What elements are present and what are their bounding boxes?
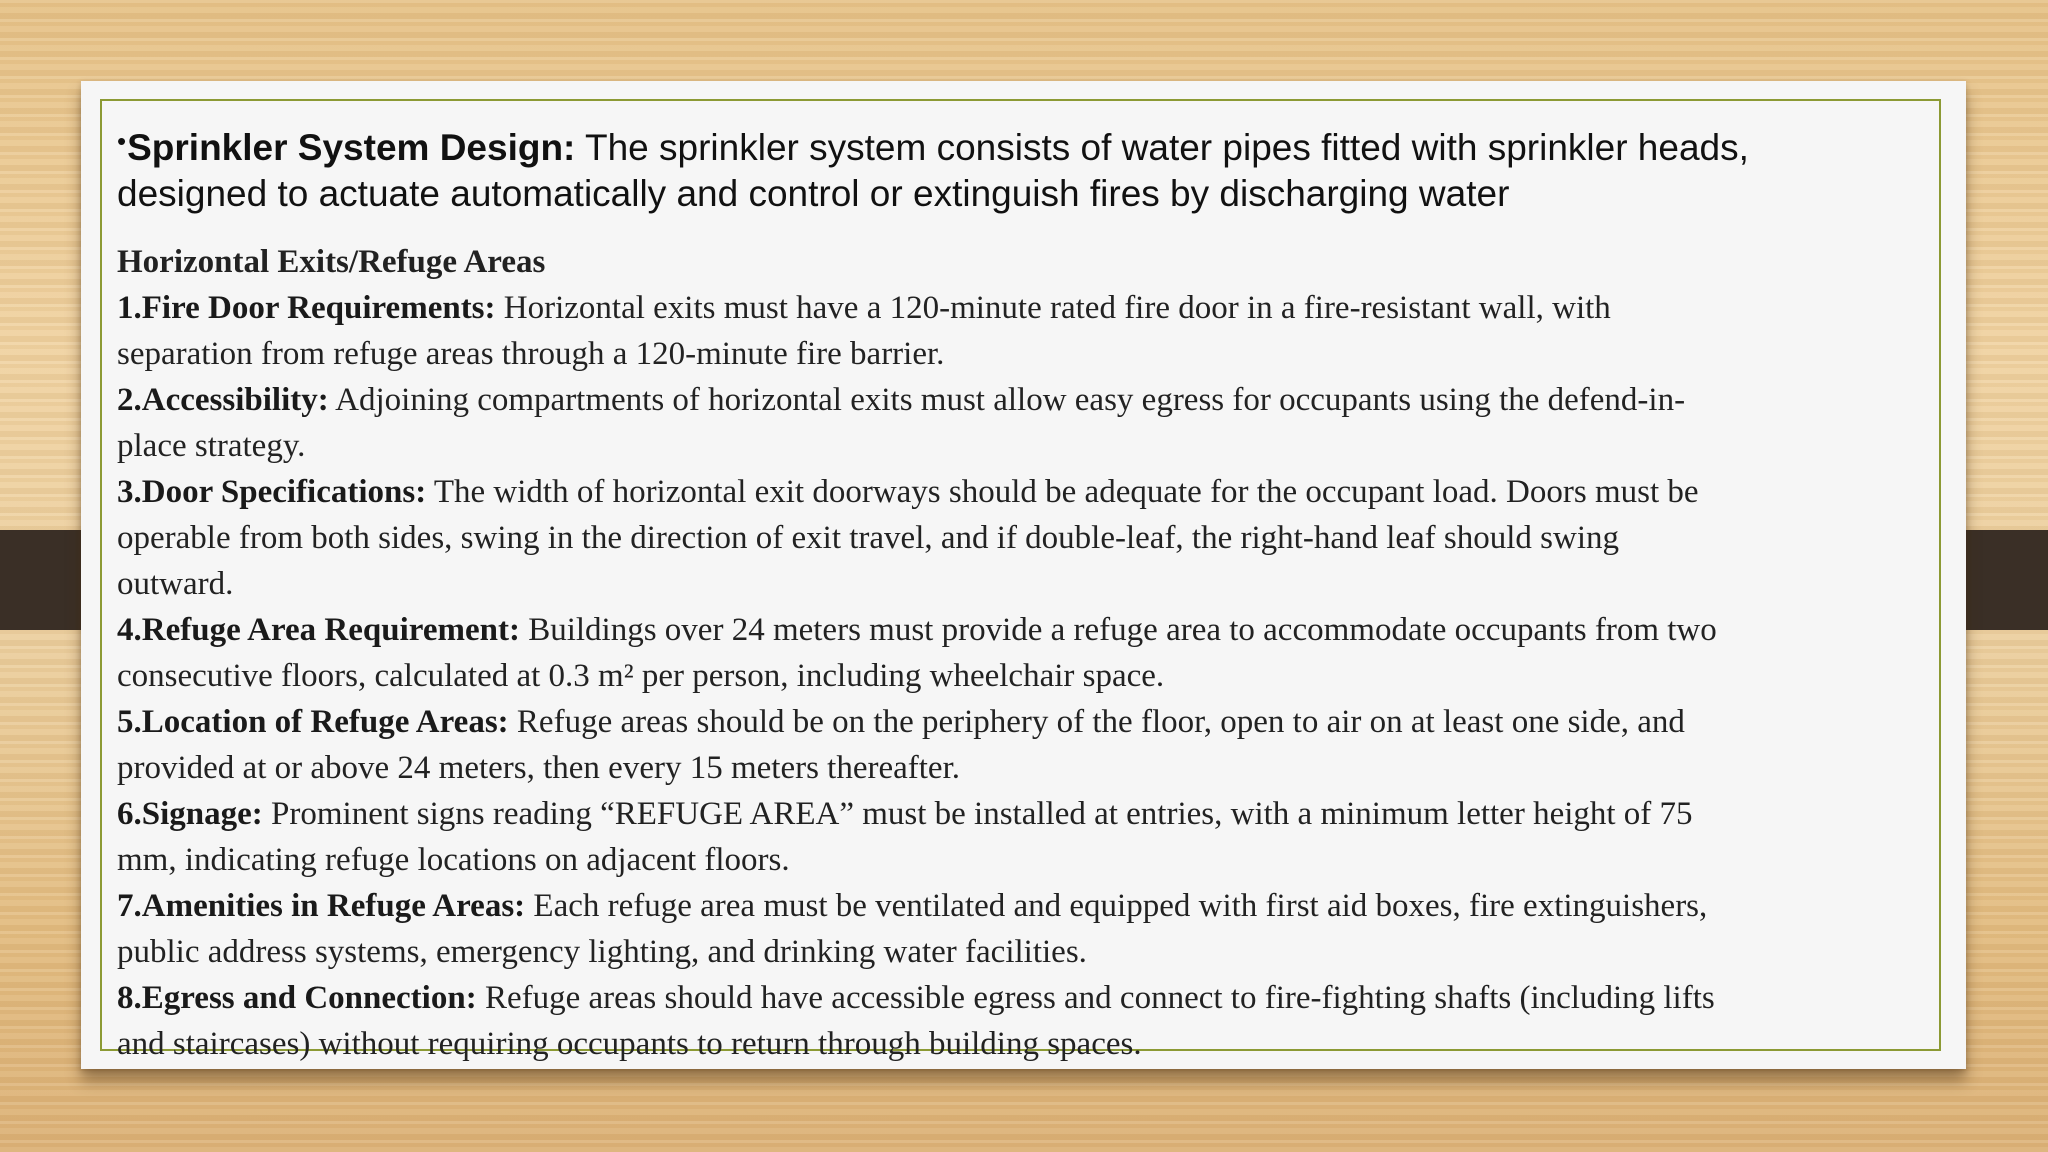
item-text: separation from refuge areas through a 120-minute fire barrier. (117, 336, 945, 372)
list-item (117, 791, 1932, 883)
item-text: Refuge areas should be on the periphery of the floor, open to air on at least one side, and (508, 704, 1685, 740)
item-text: public address systems, emergency lighting, and drinking water facilities. (117, 934, 1087, 970)
horizontal-exits-section (117, 239, 1932, 1067)
item-text: outward. (117, 566, 234, 602)
list-item (117, 699, 1932, 791)
item-title: 1.Fire Door Requirements: (117, 290, 496, 326)
item-title: 2.Accessibility: (117, 382, 329, 418)
list-item (117, 975, 1932, 1067)
list-item (117, 377, 1932, 469)
item-text: and staircases) without requiring occupants to return through building spaces. (117, 1026, 1142, 1062)
item-title: 3.Door Specifications: (117, 474, 427, 510)
intro-line1-text: The sprinkler system consists of water pipes fitted with sprinkler heads, (575, 127, 1749, 168)
item-text: Buildings over 24 meters must provide a refuge area to accommodate occupants from two (519, 612, 1717, 648)
list-item (117, 469, 1932, 607)
item-title: 8.Egress and Connection: (117, 980, 477, 1016)
intro-line-2: designed to actuate automatically and control or extinguish fires by discharging water (117, 173, 1510, 214)
intro-title: Sprinkler System Design: (127, 127, 576, 168)
item-text: mm, indicating refuge locations on adjacent floors. (117, 842, 790, 878)
item-title: 7.Amenities in Refuge Areas: (117, 888, 526, 924)
bullet-icon: • (117, 126, 127, 156)
list-item (117, 285, 1932, 377)
intro-line-1 (117, 118, 1932, 171)
item-title: 4.Refuge Area Requirement: (117, 612, 520, 648)
item-text: Each refuge area must be ventilated and equipped with first aid boxes, fire extinguishers, (525, 888, 1708, 924)
item-title: 5.Location of Refuge Areas: (117, 704, 509, 740)
item-text: Refuge areas should have accessible egress and connect to fire-fighting shafts (including lifts (476, 980, 1715, 1016)
list-item (117, 883, 1932, 975)
item-text: Adjoining compartments of horizontal exits must allow easy egress for occupants using the defend-in- (328, 382, 1686, 418)
sprinkler-system-paragraph (117, 118, 1932, 217)
section-heading: Horizontal Exits/Refuge Areas (117, 244, 546, 280)
item-text: operable from both sides, swing in the direction of exit travel, and if double-leaf, the right-hand leaf should swing (117, 520, 1620, 556)
item-text: Prominent signs reading “REFUGE AREA” must be installed at entries, with a minimum letter height of 75 (262, 796, 1693, 832)
item-text: Horizontal exits must have a 120-minute rated fire door in a fire-resistant wall, with (495, 290, 1611, 326)
item-text: provided at or above 24 meters, then every 15 meters thereafter. (117, 750, 960, 786)
item-text: The width of horizontal exit doorways should be adequate for the occupant load. Doors must be (426, 474, 1699, 510)
item-title: 6.Signage: (117, 796, 263, 832)
slide-content (117, 118, 1932, 1067)
item-text: place strategy. (117, 428, 306, 464)
item-text: consecutive floors, calculated at 0.3 m² per person, including wheelchair space. (117, 658, 1165, 694)
list-item (117, 607, 1932, 699)
